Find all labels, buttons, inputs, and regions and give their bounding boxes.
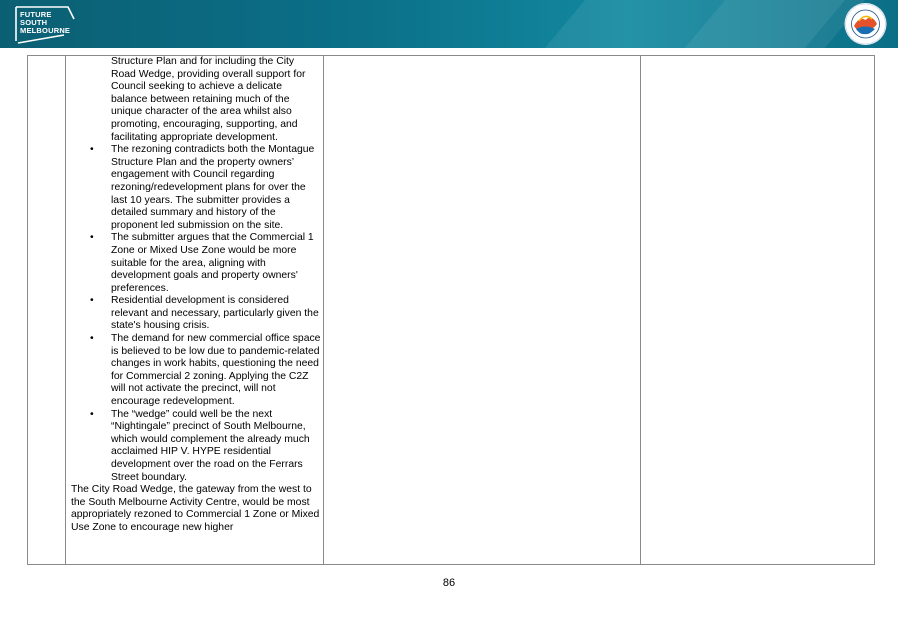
port-phillip-seal-icon xyxy=(843,2,888,46)
bullet-icon: • xyxy=(90,295,94,307)
header-banner xyxy=(0,0,898,48)
table-column-divider xyxy=(640,56,641,564)
submission-table xyxy=(27,55,875,565)
logo-line: MELBOURNE xyxy=(20,26,71,35)
list-item xyxy=(71,295,321,333)
bullet-icon: • xyxy=(90,144,94,156)
continued-paragraph: Structure Plan and for including the City Road Wedge, providing overall support for Council seeking to achieve a delicate balance between retaining much of the unique character of the area whilst also promoting, encouraging, supporting, and facilitating appropriate development. xyxy=(111,56,306,143)
bullet-icon: • xyxy=(90,408,94,420)
list-item-text: The submitter argues that the Commercial 1 Zone or Mixed Use Zone would be more suitable for the area, aligning with development goals and property owners' preferences. xyxy=(111,232,314,294)
bullet-icon: • xyxy=(90,333,94,345)
list-item-text: The rezoning contradicts both the Montague Structure Plan and the property owners’ engagement with Council regarding rezoning/redevelopment plans for over the last 10 years. The submitter provides a detailed summary and history of the proponent led submission on the site. xyxy=(111,144,315,231)
logo-line: FUTURE xyxy=(20,10,52,19)
bullet-icon: • xyxy=(90,232,94,244)
city-of-port-phillip-seal xyxy=(843,2,888,46)
list-item-text: The “wedge” could well be the next “Nightingale” precinct of South Melbourne, which would complement the already much acclaimed HIP V. HYPE residential development over the road on the Ferrars Street boundary. xyxy=(111,408,310,483)
future-south-melbourne-logo xyxy=(8,3,80,45)
page-number: 86 xyxy=(442,577,456,589)
list-item xyxy=(71,409,321,485)
table-column-divider xyxy=(65,56,66,564)
logo-line: SOUTH xyxy=(20,18,48,27)
bullet-list xyxy=(71,144,321,484)
list-item xyxy=(71,333,321,409)
list-item xyxy=(71,144,321,232)
submission-summary-cell xyxy=(71,56,321,535)
list-item-text: The demand for new commercial office space is believed to be low due to pandemic-related changes in work habits, questioning the need for Commercial 2 zoning. Applying the C2Z will not activate the precinct, will not encourage redevelopment. xyxy=(111,333,321,408)
list-item-text: Residential development is considered relevant and necessary, particularly given the state's housing crisis. xyxy=(111,295,319,332)
closing-paragraph: The City Road Wedge, the gateway from the west to the South Melbourne Activity Centre, would be most appropriately rezoned to Commercial 1 Zone or Mixed Use Zone to encourage new higher xyxy=(71,484,320,533)
list-item xyxy=(71,232,321,295)
table-column-divider xyxy=(323,56,324,564)
